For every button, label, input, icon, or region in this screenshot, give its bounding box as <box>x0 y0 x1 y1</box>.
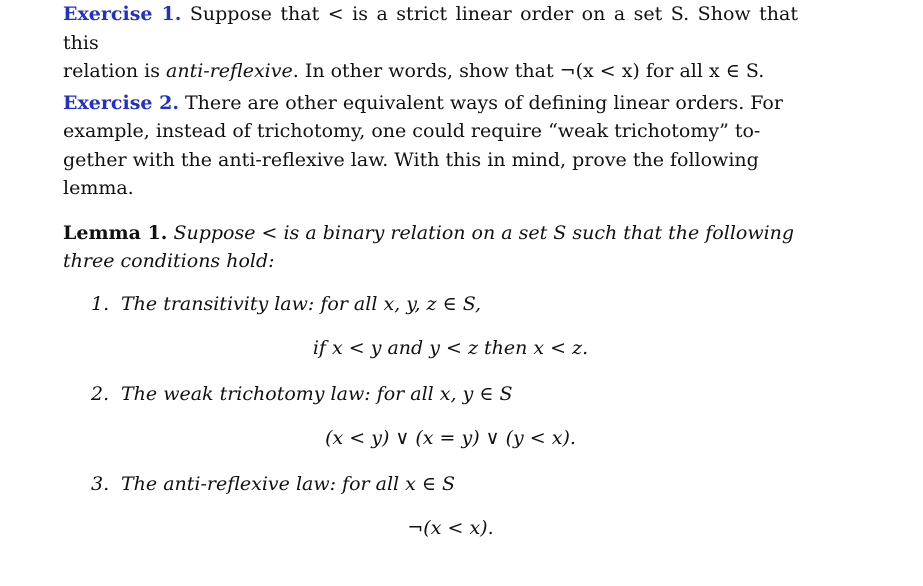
exercise-2-label: Exercise 2. <box>63 91 179 114</box>
exercise-1-line-2c: . In other words, show that ¬(x < x) for all x ∈ S. <box>292 60 765 82</box>
condition-3-number: 3. <box>91 472 110 495</box>
condition-1-formula: if x < y and y < z then x < z. <box>312 336 589 359</box>
condition-2-text: The weak trichotomy law: for all x, y ∈ S <box>121 382 513 405</box>
exercise-1-line-1: Suppose that < is a strict linear order on a set S. Show that this <box>63 3 798 54</box>
exercise-2-line-1: There are other equivalent ways of defining linear orders. For <box>184 91 783 114</box>
exercise-1-term: anti-reflexive <box>166 60 293 82</box>
exercise-2-line-2: example, instead of trichotomy, one could require “weak trichotomy” to- <box>63 120 761 142</box>
exercise-2-line-3: gether with the anti-reflexive law. With this in mind, prove the following <box>63 148 759 171</box>
exercise-2-line-4: lemma. <box>63 177 134 199</box>
condition-1 <box>63 290 798 318</box>
condition-2 <box>63 380 798 408</box>
lemma-1-line-1: Suppose < is a binary relation on a set S such that the following <box>173 221 795 244</box>
condition-3-text: The anti-reflexive law: for all x ∈ S <box>121 472 456 495</box>
condition-2-formula: (x < y) ∨ (x = y) ∨ (y < x). <box>325 426 576 449</box>
condition-2-number: 2. <box>91 382 110 405</box>
lemma-1-line-2: three conditions hold: <box>63 250 275 272</box>
document-page <box>63 0 798 560</box>
exercise-1 <box>63 0 798 86</box>
condition-1-number: 1. <box>91 292 110 315</box>
exercise-2 <box>63 89 798 203</box>
condition-1-text: The transitivity law: for all x, y, z ∈ S, <box>121 292 482 315</box>
conditions-list <box>63 290 798 542</box>
condition-3-formula: ¬(x < x). <box>407 516 494 539</box>
lemma-1 <box>63 219 798 276</box>
exercise-1-line-2a: relation is <box>63 60 167 82</box>
exercise-1-label: Exercise 1. <box>63 3 182 25</box>
lemma-1-label: Lemma 1. <box>63 221 168 244</box>
condition-3 <box>63 470 798 498</box>
